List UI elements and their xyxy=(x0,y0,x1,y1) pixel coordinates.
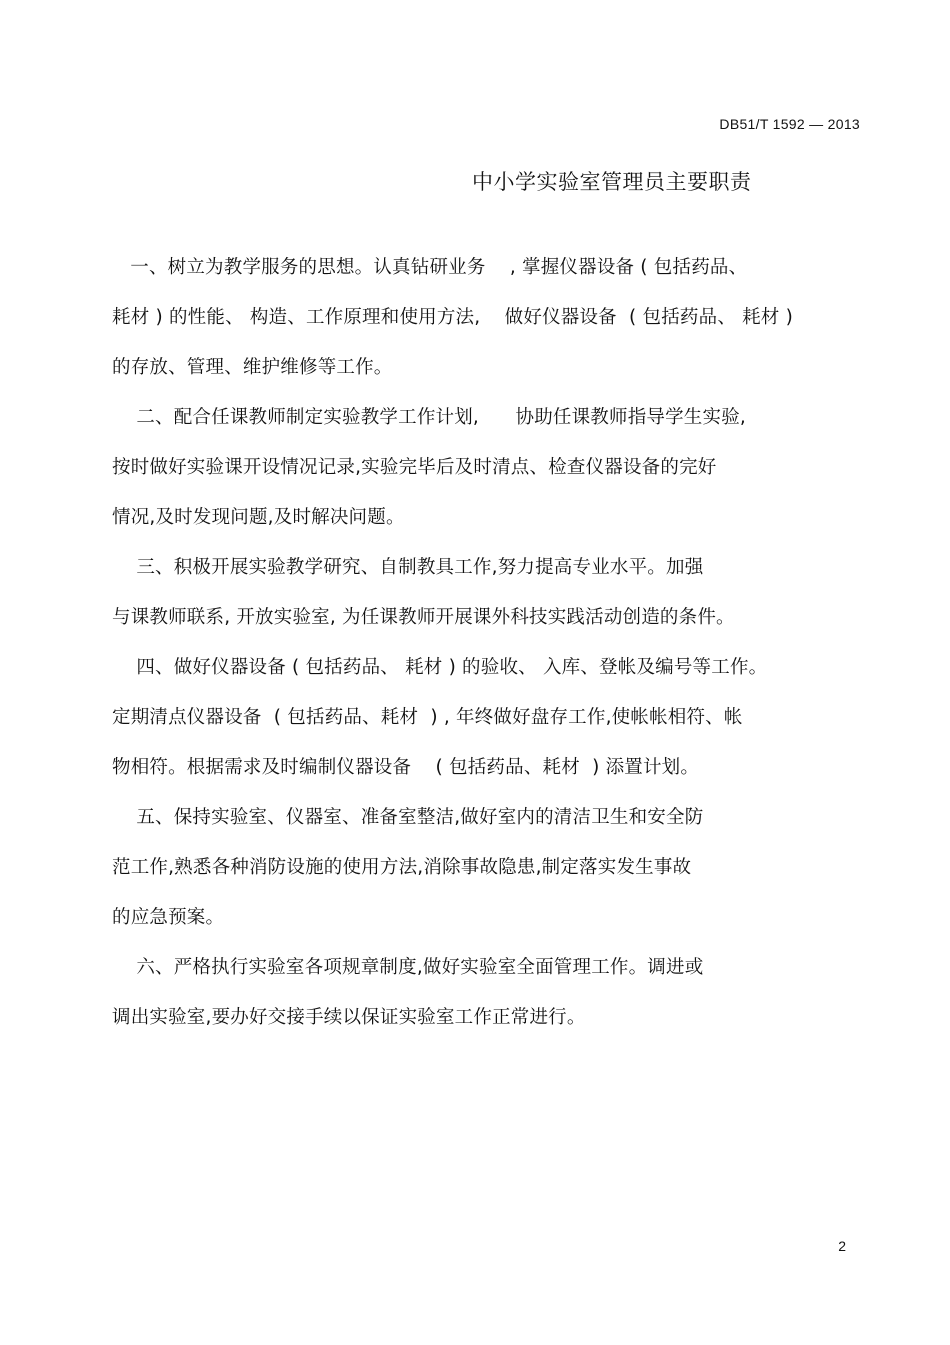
body-line: 范工作,熟悉各种消防设施的使用方法,消除事故隐患,制定落实发生事故 xyxy=(112,857,692,878)
body-line: 一、树立为教学服务的思想。认真钻研业务 , 掌握仪器设备 ( 包括药品、 xyxy=(112,257,748,278)
body-line: 情况,及时发现问题,及时解决问题。 xyxy=(112,507,405,528)
body-line: 二、配合任课教师制定实验教学工作计划, 协助任课教师指导学生实验, xyxy=(112,407,746,428)
body-line: 六、严格执行实验室各项规章制度,做好实验室全面管理工作。调进或 xyxy=(112,957,704,978)
body-line: 与课教师联系, 开放实验室, 为任课教师开展课外科技实践活动创造的条件。 xyxy=(112,607,735,628)
body-line: 三、积极开展实验教学研究、自制教具工作,努力提高专业水平。加强 xyxy=(112,557,704,578)
body-line: 四、做好仪器设备 ( 包括药品、 耗材 ) 的验收、 入库、登帐及编号等工作。 xyxy=(112,657,768,678)
standard-code: DB51/T 1592 — 2013 xyxy=(719,116,860,132)
document-title: 中小学实验室管理员主要职责 xyxy=(472,170,752,194)
body-line: 耗材 ) 的性能、 构造、工作原理和使用方法, 做好仪器设备 ( 包括药品、 耗材 ) xyxy=(112,307,794,328)
body-line: 的存放、管理、维护维修等工作。 xyxy=(112,357,393,378)
body-line: 调出实验室,要办好交接手续以保证实验室工作正常进行。 xyxy=(112,1007,586,1028)
body-line: 物相符。根据需求及时编制仪器设备 ( 包括药品、耗材 ) 添置计划。 xyxy=(112,757,700,778)
body-line: 定期清点仪器设备 ( 包括药品、耗材 ) , 年终做好盘存工作,使帐帐相符、帐 xyxy=(112,707,743,728)
body-line: 的应急预案。 xyxy=(112,907,225,928)
body-line: 按时做好实验课开设情况记录,实验完毕后及时清点、检查仪器设备的完好 xyxy=(112,457,717,478)
body-line: 五、保持实验室、仪器室、准备室整洁,做好室内的清洁卫生和安全防 xyxy=(112,807,704,828)
page-number: 2 xyxy=(838,1238,846,1254)
